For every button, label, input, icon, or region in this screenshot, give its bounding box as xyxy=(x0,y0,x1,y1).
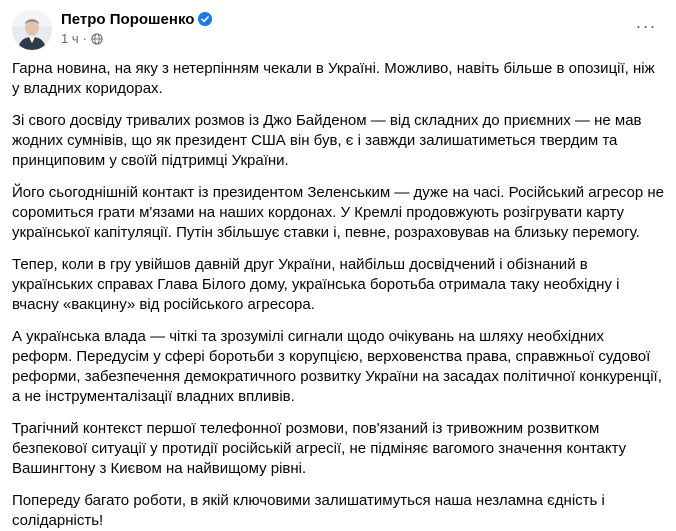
post-paragraph: Тепер, коли в гру увійшов давній друг України, найбільш досвідчений і обізнаний в українських справах Глава Білого дому, українська боротьба отримала таку необхідну і вчасну «вакцину» від російського агресора. xyxy=(12,256,620,313)
author-avatar[interactable] xyxy=(12,10,52,50)
post-timestamp[interactable]: 1 ч xyxy=(61,31,79,46)
post-paragraph: Гарна новина, на яку з нетерпінням чекали в Україні. Можливо, навіть більше в опозиції, ніж у владних коридорах. xyxy=(12,60,655,97)
more-options-button[interactable] xyxy=(628,12,664,48)
post-header xyxy=(12,10,664,50)
post-paragraph: Зі свого досвіду тривалих розмов із Джо Байденом — від складних до приємних — не мав жодних сумнівів, що як президент США він був, є і завжди залишатиметься твердим та принциповим у своїй підтримці України. xyxy=(12,112,642,169)
meta-separator: · xyxy=(82,31,87,46)
avatar-portrait-icon xyxy=(12,10,52,50)
more-options-icon: ··· xyxy=(635,16,657,36)
verified-badge-icon xyxy=(198,12,212,26)
post-paragraph: Трагічний контекст першої телефонної розмови, пов'язаний із тривожним розвитком безпекової ситуації у протидії російській агресії, не підміняє вагомого значення контакту Вашингтону з Києвом на найвищому рівні. xyxy=(12,420,627,477)
post-paragraph: Попереду багато роботи, в якій ключовими залишатимуться наша незламна єдність і солідарність! xyxy=(12,492,605,529)
post-message xyxy=(12,59,664,531)
post-paragraph: А українська влада — чіткі та зрозумілі сигнали щодо очікувань на шляху необхідних реформ. Передусім у сфері боротьби з корупцією, верховенства права, справжньої судової реформи, забезпечення демократичного розвитку України на засадах політичної конкуренції, а не інструменталізації владних впливів. xyxy=(12,328,662,405)
post-meta xyxy=(61,31,103,47)
globe-icon[interactable] xyxy=(91,33,103,45)
author-name-text[interactable]: Петро Порошенко xyxy=(61,11,195,28)
post-paragraph: Його сьогоднішній контакт із президентом Зеленським — дуже на часі. Російський агресор не соромиться грати м'язами на наших кордонах. У Кремлі продовжують розігрувати карту української капітуляції. Путін збільшує ставки і, певне, розраховував на близьку перемогу. xyxy=(12,184,664,241)
author-name[interactable] xyxy=(61,10,212,30)
